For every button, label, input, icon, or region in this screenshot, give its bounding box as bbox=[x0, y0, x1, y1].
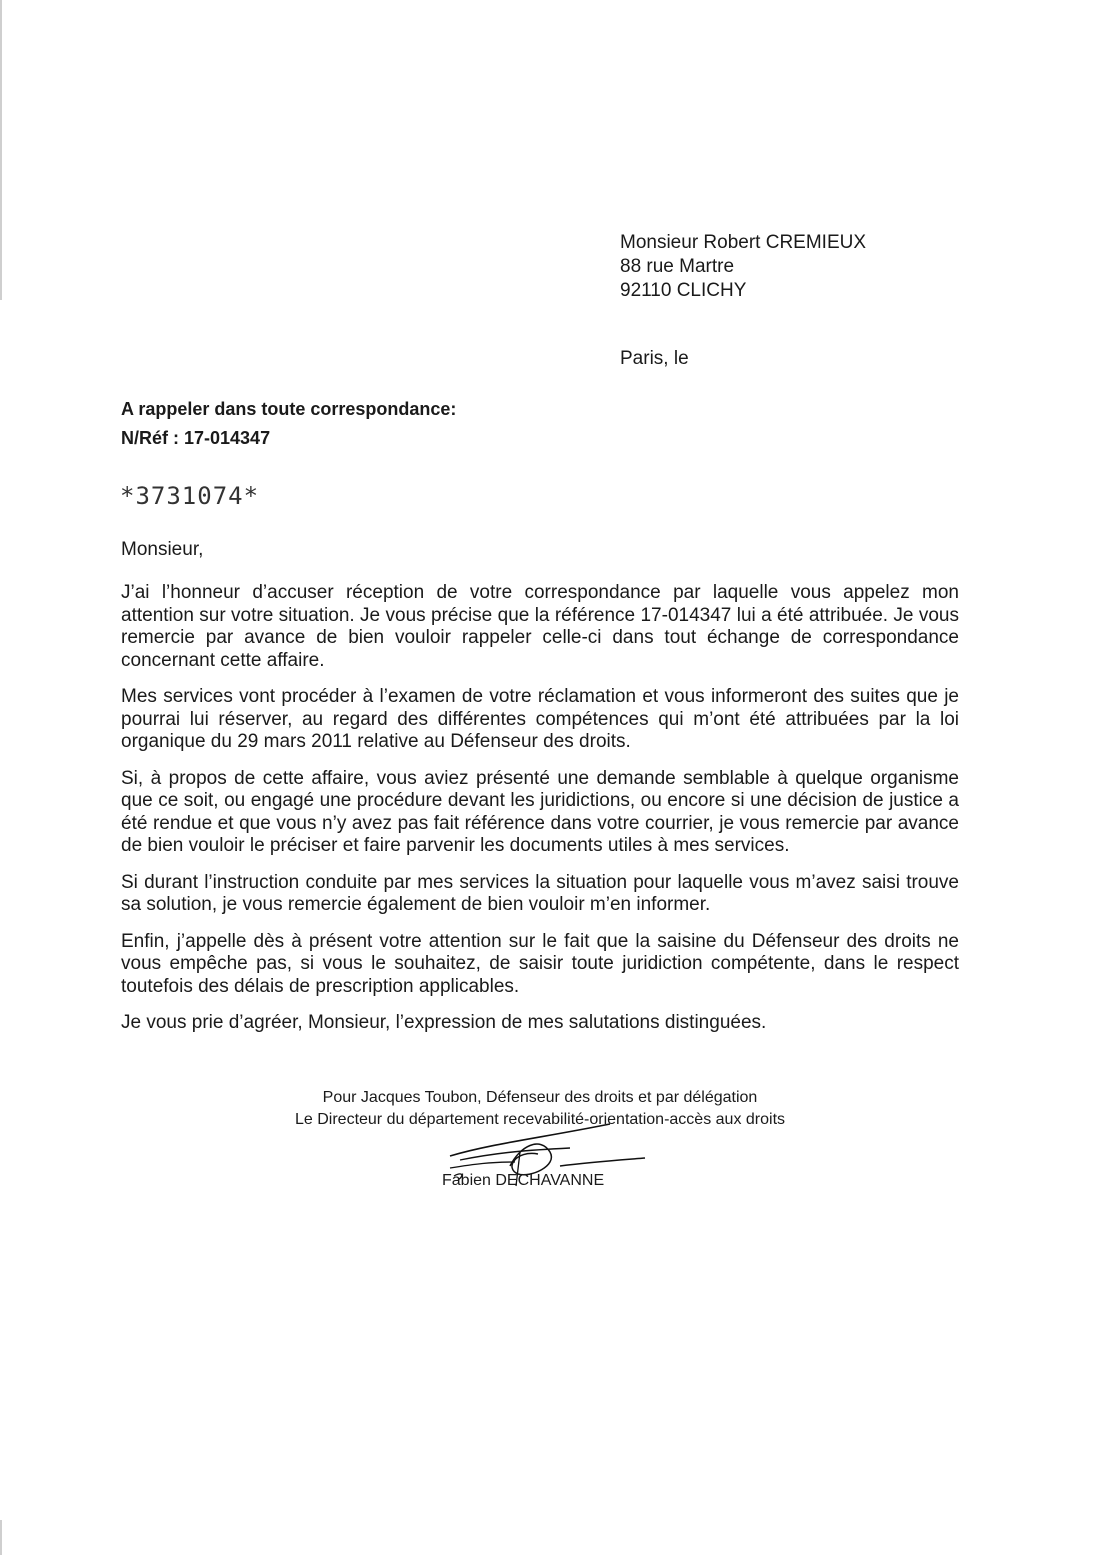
closing-paragraph: Je vous prie d’agréer, Monsieur, l’expression de mes salutations distinguées. bbox=[121, 1012, 767, 1033]
body-paragraph: Mes services vont procéder à l’examen de votre réclamation et vous informeront des suites que je pourrai lui réserver, au regard des différentes compétences qui m’ont été attribuées par la loi organique du 29 mars 2011 relative au Défenseur des droits. bbox=[121, 686, 959, 752]
salutation: Monsieur, bbox=[121, 539, 204, 560]
signature-name: Fabien DECHAVANNE bbox=[442, 1172, 605, 1189]
reference-number: N/Réf : 17-014347 bbox=[121, 428, 271, 448]
recipient-street: 88 rue Martre bbox=[620, 256, 735, 277]
scan-edge-mark bbox=[0, 0, 2, 300]
recipient-address bbox=[620, 231, 866, 303]
barcode-text: *3731074* bbox=[120, 482, 260, 510]
reference-block bbox=[121, 395, 456, 453]
body-paragraph: J’ai l’honneur d’accuser réception de votre correspondance par laquelle vous appelez mon attention sur votre situation. Je vous précise que la référence 17-014347 lui a été attribuée. Je vous remercie par avance de bien vouloir rappeler celle-ci dans tout échange de correspondance concernant cette affaire. bbox=[121, 582, 959, 671]
body-paragraph: Enfin, j’appelle dès à présent votre attention sur le fait que la saisine du Défenseur des droits ne vous empêche pas, si vous le souhaitez, de saisir toute juridiction compétente, dans le respect toutefois des délais de prescription applicables. bbox=[121, 930, 959, 997]
body-paragraph: Si, à propos de cette affaire, vous aviez présenté une demande semblable à quelque organisme que ce soit, ou engagé une procédure devant les juridictions, ou encore si une décision de justice a été rendue et que vous n’y avez pas fait référence dans votre courrier, je vous remercie par avance de bien vouloir le préciser et faire parvenir les documents utiles à mes services. bbox=[121, 767, 959, 856]
body-paragraph: Si durant l’instruction conduite par mes services la situation pour laquelle vous m’avez saisi trouve sa solution, je vous remercie également de bien vouloir m’en informer. bbox=[121, 871, 959, 915]
place-date: Paris, le bbox=[620, 348, 689, 369]
recipient-city: 92110 CLICHY bbox=[620, 280, 747, 301]
signature-delegation-line: Pour Jacques Toubon, Défenseur des droits et par délégation bbox=[322, 1089, 758, 1106]
recipient-name: Monsieur Robert CREMIEUX bbox=[620, 232, 867, 253]
signature-title-line: Le Directeur du département recevabilité-orientation-accès aux droits bbox=[294, 1111, 786, 1128]
reference-heading: A rappeler dans toute correspondance: bbox=[121, 399, 457, 419]
scan-edge-mark bbox=[0, 1520, 2, 1555]
letter-body bbox=[121, 582, 959, 1049]
